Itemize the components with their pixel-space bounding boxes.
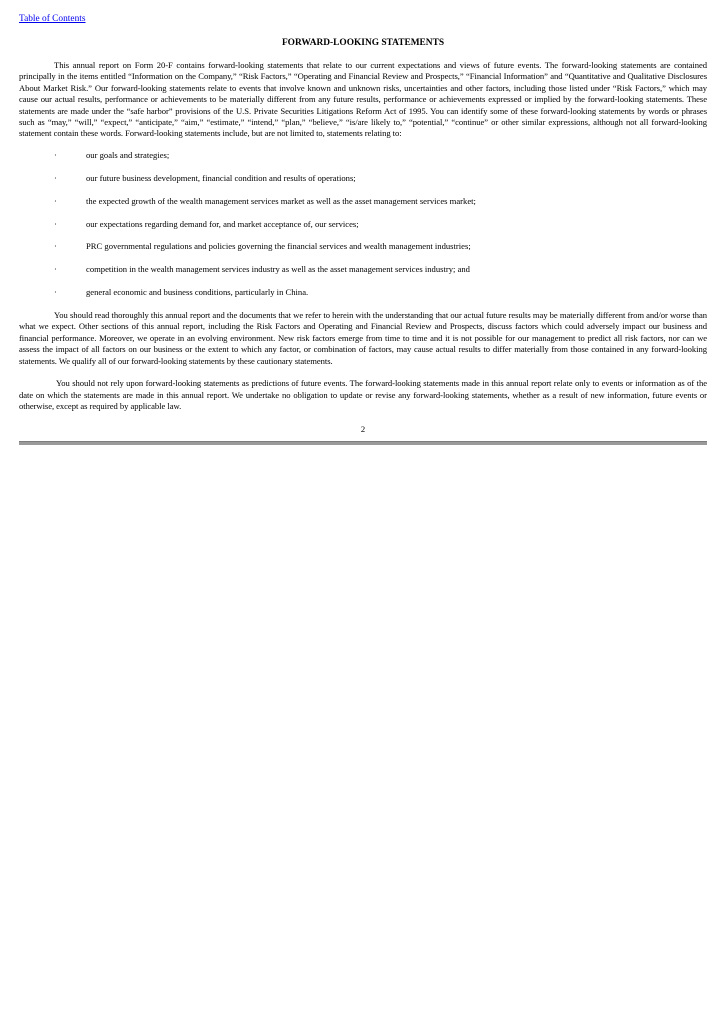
list-item [19,196,707,207]
list-item [19,241,707,252]
bullet-mark: · [54,241,57,252]
bullet-text: competition in the wealth management services industry as well as the asset management services industry; and [86,264,470,275]
bullet-list [19,150,707,298]
list-item [19,264,707,275]
page-divider [19,441,707,445]
intro-paragraph: This annual report on Form 20-F contains forward-looking statements that relate to our current expectations and views of future events. The forward-looking statements are contained principally in the items entitled “Information on the Company,” “Risk Factors,” “Operating and Financial Review and Prospects,” “Financial Information” and “Quantitative and Qualitative Disclosures About Market Risk.” Our forward-looking statements relate to events that involve known and unknown risks, uncertainties and other factors, including those listed under “Risk Factors,” which may cause our actual results, performance or achievements to be materially different from any future results, performance or achievements expressed or implied by the forward-looking statements. These statements are made under the “safe harbor” provisions of the U.S. Private Securities Litigations Reform Act of 1995. You can identify some of these forward-looking statements by words or phrases such as “may,” “will,” “expect,” “anticipate,” “aim,” “estimate,” “intend,” “plan,” “believe,” “is/are likely to,” “potential,” “continue” or other similar expressions, although not all forward-looking statement contain these words. Forward-looking statements include, but are not limited to, statements relating to: [19,60,707,139]
bullet-mark: · [54,264,57,275]
cautionary-paragraph: You should read thoroughly this annual report and the documents that we refer to herein with the understanding that our actual future results may be materially different from and/or worse than what we expect. Other sections of this annual report, including the Risk Factors and Operating and Financial Review and Prospects, discuss factors which could adversely impact our business and financial performance. Moreover, we operate in an evolving environment. New risk factors emerge from time to time and it is not possible for our management to predict all risk factors, nor can we assess the impact of all factors on our business or the extent to which any factor, or combination of factors, may cause actual results to differ materially from those contained in any forward-looking statements. We qualify all of our forward-looking statements by these cautionary statements. [19,310,707,366]
bullet-text: the expected growth of the wealth management services market as well as the asset management services market; [86,195,476,206]
list-item [19,150,707,161]
bullet-mark: · [54,149,57,160]
list-item [19,173,707,184]
bullet-mark: · [54,287,57,298]
bullet-mark: · [54,195,57,206]
table-of-contents-link[interactable]: Table of Contents [19,14,86,24]
document-page [19,8,707,445]
bullet-text: general economic and business conditions, particularly in China. [86,287,309,298]
bullet-text: our future business development, financial condition and results of operations; [86,172,356,183]
bullet-mark: · [54,172,57,183]
list-item [19,219,707,230]
page-number: 2 [360,424,366,435]
bullet-text: our goals and strategies; [86,149,170,160]
bullet-text: PRC governmental regulations and policies governing the financial services and wealth management industries; [86,241,471,252]
reliance-paragraph: You should not rely upon forward-looking statements as predictions of future events. The forward-looking statements made in this annual report relate only to events or information as of the date on which the statements are made in this annual report. We undertake no obligation to update or revise any forward-looking statements, whether as a result of new information, future events or otherwise, except as required by applicable law. [19,378,707,411]
section-heading: FORWARD-LOOKING STATEMENTS [281,38,445,48]
bullet-mark: · [54,218,57,229]
bullet-text: our expectations regarding demand for, and market acceptance of, our services; [86,218,359,229]
list-item [19,287,707,298]
